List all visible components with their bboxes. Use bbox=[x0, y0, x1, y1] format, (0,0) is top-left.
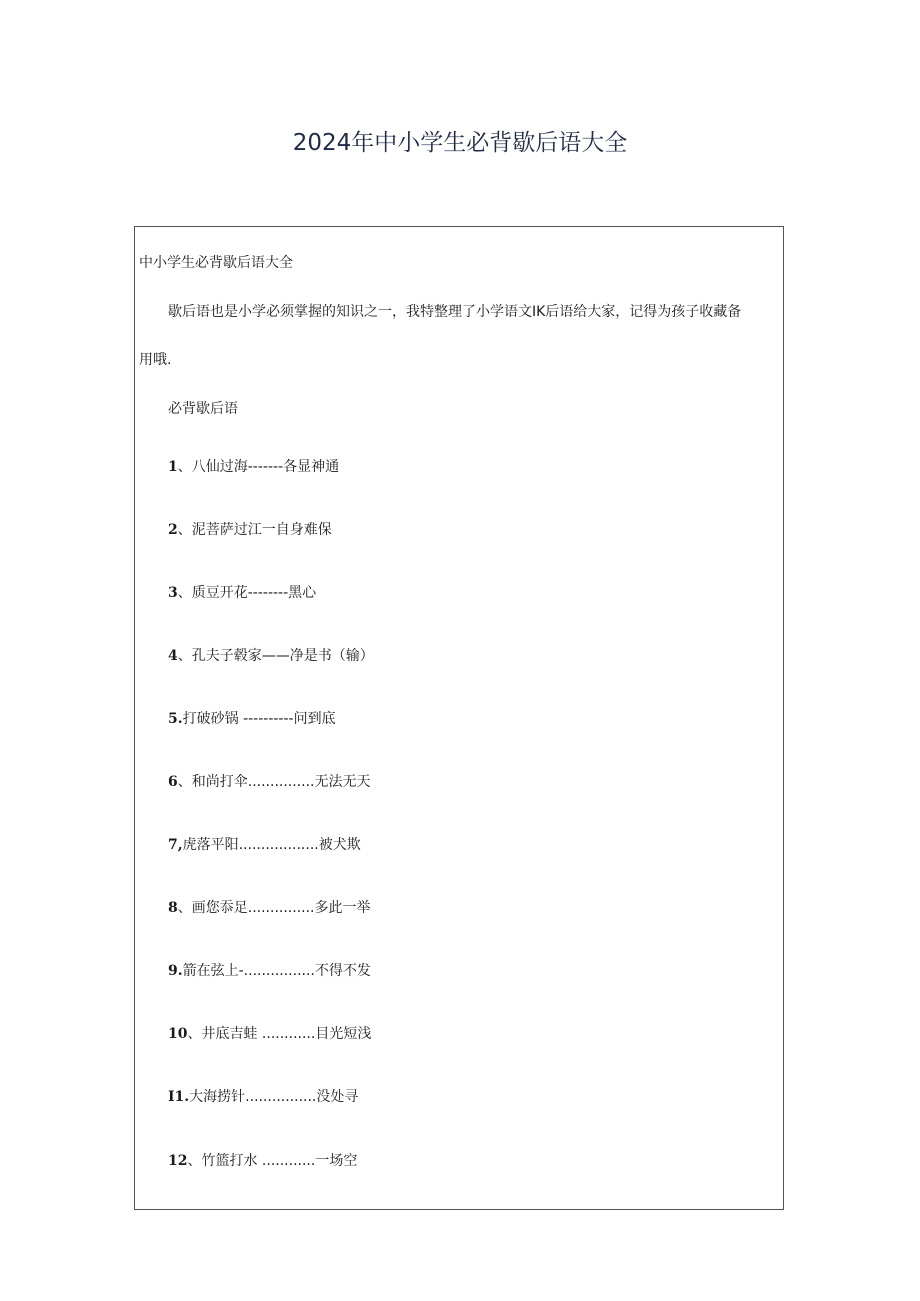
list-item bbox=[168, 836, 361, 854]
intro-line-1: 歇后语也是小学必须掌握的知识之一，我特整理了小学语文IK后语给大家，记得为孩子收藏备 bbox=[168, 304, 742, 320]
list-item bbox=[168, 584, 316, 602]
list-item bbox=[168, 1025, 371, 1043]
list-item bbox=[168, 710, 336, 728]
item-text: 虎落平阳..................被犬欺 bbox=[182, 837, 361, 853]
list-item bbox=[168, 458, 339, 476]
item-number: I1. bbox=[168, 1089, 190, 1105]
intro-line-2: 用哦. bbox=[139, 352, 172, 368]
item-text: 、八仙过海-------各显神通 bbox=[177, 459, 340, 475]
item-number: 12 bbox=[168, 1153, 188, 1169]
list-item bbox=[168, 521, 332, 539]
item-text: 、质豆开花--------黑心 bbox=[177, 585, 317, 601]
item-number: 7, bbox=[168, 837, 183, 853]
list-item bbox=[168, 962, 371, 980]
item-text: 、井底吉蛙 ............目光短浅 bbox=[187, 1026, 372, 1042]
content-box bbox=[134, 226, 784, 1210]
list-item bbox=[168, 647, 374, 665]
section-heading: 中小学生必背歇后语大全 bbox=[139, 255, 293, 271]
list-item bbox=[168, 1088, 358, 1106]
item-text: 、画您忝足...............多此一举 bbox=[177, 900, 371, 916]
item-text: 箭在弦上-................不得不发 bbox=[182, 963, 371, 979]
list-item bbox=[168, 773, 371, 791]
document-title: 2024年中小学生必背歇后语大全 bbox=[292, 130, 628, 156]
item-number: 5. bbox=[168, 711, 183, 727]
item-number: 10 bbox=[168, 1026, 188, 1042]
item-text: 打破砂锅 ----------问到底 bbox=[182, 711, 336, 727]
list-item bbox=[168, 1152, 357, 1170]
sub-heading: 必背歇后语 bbox=[168, 401, 238, 417]
item-text: 大海捞针................没处寻 bbox=[189, 1089, 359, 1105]
item-number: 3 bbox=[168, 585, 178, 601]
item-number: 1 bbox=[168, 459, 178, 475]
item-number: 6 bbox=[168, 774, 178, 790]
item-number: 4 bbox=[168, 648, 178, 664]
item-text: 、孔夫子毂家——净是书（输） bbox=[177, 648, 374, 664]
item-text: 、泥菩萨过江一自身难保 bbox=[177, 522, 332, 538]
list-item bbox=[168, 899, 371, 917]
item-number: 8 bbox=[168, 900, 178, 916]
item-number: 2 bbox=[168, 522, 178, 538]
item-text: 、竹篮打水 ............一场空 bbox=[187, 1153, 358, 1169]
item-number: 9. bbox=[168, 963, 183, 979]
item-text: 、和尚打伞...............无法无天 bbox=[177, 774, 371, 790]
